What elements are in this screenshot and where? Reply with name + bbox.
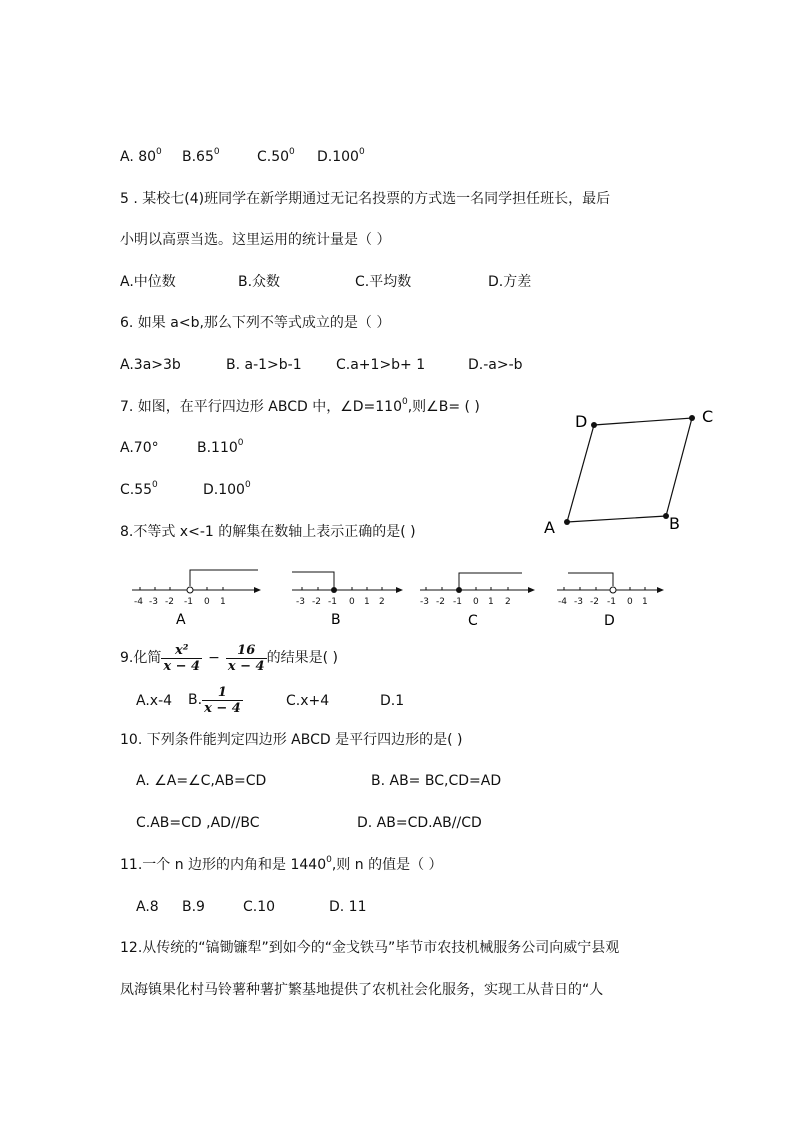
q12-stem-line2: 凤海镇果化村马铃薯种薯扩繁基地提供了农机社会化服务，实现工从昔日的“人 — [120, 982, 604, 998]
closed-endpoint — [331, 587, 337, 593]
q5-stem-line1: 5 . 某校七(4)班同学在新学期通过无记名投票的方式选一名同学担任班长，最后 — [120, 191, 611, 207]
q11-stem: 11.一个 n 边形的内角和是 1440$^0$,则 n 的值是（ ） — [120, 855, 443, 873]
tick-label: -2 — [436, 597, 445, 607]
q10-option-d: D. AB=CD.AB//CD — [357, 815, 482, 831]
number-line-a — [128, 568, 268, 630]
q9-option-c: C.x+4 — [286, 693, 330, 709]
q5-option-a: A.中位数 — [120, 274, 176, 290]
tick-label: -3 — [574, 597, 583, 607]
tick-label: -2 — [312, 597, 321, 607]
tick-label: 1 — [642, 597, 648, 607]
open-endpoint — [610, 587, 616, 593]
q10-option-b: B. AB= BC,CD=AD — [371, 773, 502, 789]
q7-option-c: $C.55^0$ — [120, 480, 158, 498]
solution-ray — [459, 573, 522, 588]
q9-stem: 9.化简 $\frac{\text{x²}}{x - 4}$ − $\frac{16}{x - 4}$ 的结果是( ) — [120, 642, 338, 674]
q5-option-d: D.方差 — [488, 274, 532, 290]
q12-stem-line1: 12.从传统的“镐锄镰犁”到如今的“金戈铁马”毕节市农技机械服务公司向威宁县观 — [120, 940, 620, 956]
q5-option-b: B.众数 — [238, 274, 281, 290]
vertex-a-dot — [564, 519, 570, 525]
q9-option-b: B. $\frac{1}{x - 4}$ — [188, 684, 241, 716]
tick-label: -2 — [590, 597, 599, 607]
q7-option-a: A.70° — [120, 440, 159, 456]
q7-stem: 7. 如图，在平行四边形 ABCD 中，$\angle D=110^0$,则∠B= ( ) — [120, 397, 480, 415]
q10-stem: 10. 下列条件能判定四边形 ABCD 是平行四边形的是( ) — [120, 732, 463, 748]
option-caption: A — [176, 612, 186, 628]
tick-label: -4 — [558, 597, 567, 607]
tick-label: -1 — [184, 597, 193, 607]
q6-stem: 6. 如果 a<b,那么下列不等式成立的是（ ） — [120, 315, 391, 331]
q7-option-d: D.100$^0$ — [203, 480, 251, 498]
q8-stem: 8.不等式 x<-1 的解集在数轴上表示正确的是( ) — [120, 524, 416, 540]
tick-label: -4 — [134, 597, 143, 607]
parallelogram-figure — [535, 400, 725, 540]
number-line-d — [553, 568, 673, 630]
axis-arrow — [254, 587, 261, 593]
tick-label: 2 — [379, 597, 385, 607]
solution-ray — [190, 570, 258, 586]
axis-arrow — [396, 587, 403, 593]
q11-option-d: D. 11 — [329, 899, 367, 915]
vertex-d-label: D — [575, 412, 588, 431]
axis-arrow — [657, 587, 664, 593]
tick-label: 0 — [349, 597, 355, 607]
vertex-a-label: A — [544, 518, 555, 537]
fraction-x2-over-x-4: $\frac{\text{x²}}{x - 4}$ — [163, 642, 201, 674]
fraction-16-over-x-4: $\frac{16}{x - 4}$ — [227, 642, 265, 674]
number-line-c — [416, 568, 540, 630]
tick-label: 1 — [364, 597, 370, 607]
vertex-b-label: B — [669, 514, 680, 533]
q6-option-d: D.-a>-b — [468, 357, 523, 373]
q7-option-b: B.110$^0$ — [197, 438, 244, 456]
q11-option-c: C.10 — [243, 899, 276, 915]
tick-label: -3 — [420, 597, 429, 607]
option-caption: B — [331, 612, 341, 628]
q4-option-a: A. $80^0$ — [120, 147, 162, 165]
vertex-c-dot — [689, 415, 695, 421]
tick-label: -1 — [328, 597, 337, 607]
tick-label: 0 — [473, 597, 479, 607]
tick-label: 1 — [220, 597, 226, 607]
tick-label: -1 — [453, 597, 462, 607]
q4-option-b: $B.65^0$ — [182, 147, 220, 165]
q9-option-a: A.x-4 — [136, 693, 173, 709]
vertex-c-label: C — [702, 407, 714, 426]
option-caption: C — [468, 613, 478, 629]
q9-option-d: D.1 — [380, 693, 405, 709]
tick-label: 1 — [488, 597, 494, 607]
tick-label: 2 — [505, 597, 511, 607]
tick-label: 0 — [204, 597, 210, 607]
q10-option-a: A. ∠A=∠C,AB=CD — [136, 773, 267, 789]
q6-option-b: B. a-1>b-1 — [226, 357, 302, 373]
solution-ray — [292, 572, 334, 588]
closed-endpoint — [456, 587, 462, 593]
tick-label: 0 — [627, 597, 633, 607]
vertex-d-dot — [591, 422, 597, 428]
tick-label: -3 — [296, 597, 305, 607]
solution-ray — [568, 573, 613, 586]
q11-option-a: A.8 — [136, 899, 159, 915]
tick-label: -2 — [165, 597, 174, 607]
q4-option-d: D.100$^0$ — [317, 147, 365, 165]
q6-option-a: A.3a>3b — [120, 357, 181, 373]
tick-label: -3 — [149, 597, 158, 607]
tick-label: -1 — [607, 597, 616, 607]
option-caption: D — [604, 613, 615, 629]
q4-option-c: $C.50^0$ — [257, 147, 295, 165]
q5-option-c: C.平均数 — [355, 274, 412, 290]
axis-arrow — [528, 587, 535, 593]
parallelogram-shape — [567, 418, 692, 522]
number-line-b — [288, 568, 410, 630]
q11-option-b: B.9 — [182, 899, 205, 915]
q10-option-c: C.AB=CD ,AD//BC — [136, 815, 260, 831]
q6-option-c: C.a+1>b+ 1 — [336, 357, 426, 373]
fraction-1-over-x-4: $\frac{1}{x - 4}$ — [204, 684, 241, 716]
q5-stem-line2: 小明以高票当选。这里运用的统计量是（ ） — [120, 232, 391, 248]
open-endpoint — [187, 587, 193, 593]
